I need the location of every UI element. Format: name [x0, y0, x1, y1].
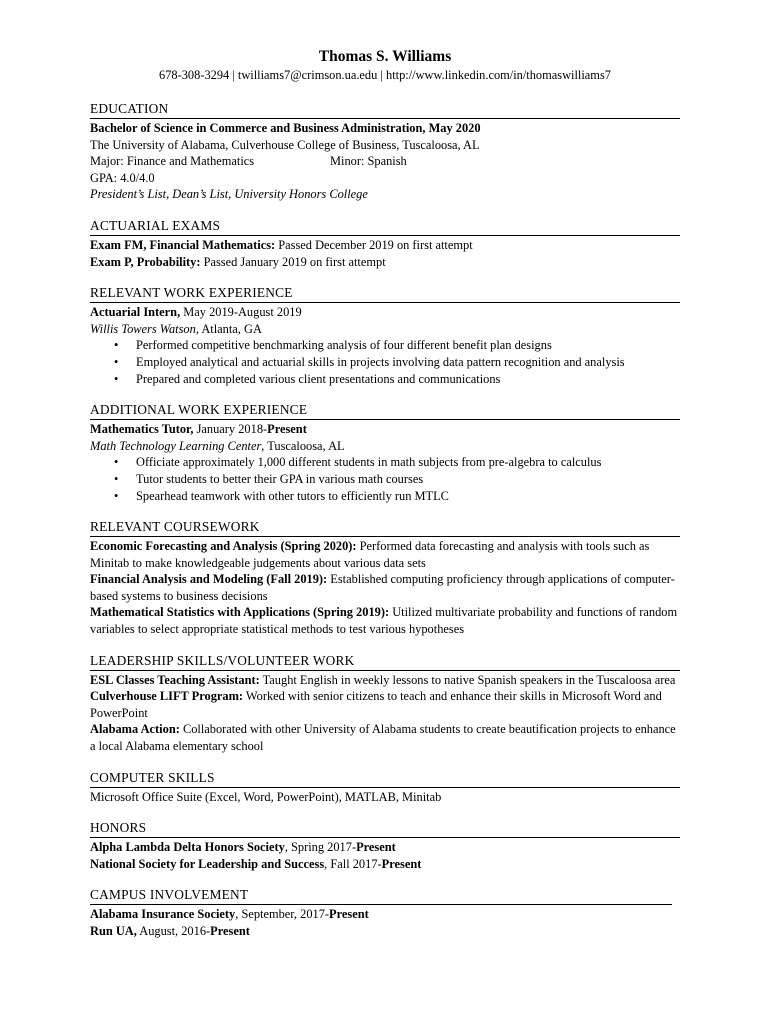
leadership-name: Alabama Action:: [90, 722, 180, 737]
leadership-name: Culverhouse LIFT Program:: [90, 689, 244, 704]
bullet-item: [114, 337, 680, 354]
honor-end: Present: [381, 856, 422, 871]
campus-end: Present: [210, 924, 250, 938]
relevant-work-section: [90, 284, 680, 387]
major-minor-row: [90, 153, 680, 170]
job-dates-end: Present: [267, 422, 307, 437]
leadership-item: [90, 721, 680, 754]
course-detail: Utilized multivariate probability and functions of random variables to select appropriate statistical methods to test various hypotheses: [90, 605, 678, 637]
course-item: [90, 571, 680, 604]
actuarial-heading: ACTUARIAL EXAMS: [90, 217, 680, 236]
job-location: Atlanta, GA: [198, 321, 262, 336]
job-location: , Tuscaloosa, AL: [261, 438, 345, 453]
bullet-icon: •: [114, 338, 119, 353]
bullet-item: [114, 354, 680, 371]
bullet-item: [114, 454, 680, 471]
course-name: Economic Forecasting and Analysis (Spring 2020):: [90, 539, 357, 554]
school: The University of Alabama, Culverhouse College of Business, Tuscaloosa, AL: [90, 137, 480, 152]
honors-section: [90, 819, 680, 872]
leadership-heading: LEADERSHIP SKILLS/VOLUNTEER WORK: [90, 652, 680, 671]
leadership-detail: Collaborated with other University of Alabama students to create beautification projects to enhance a local Alabama elementary school: [90, 722, 676, 754]
academic-honors: President’s List, Dean’s List, University Honors College: [90, 187, 368, 202]
exam-item: [90, 254, 680, 271]
bullet-text: Spearhead teamwork with other tutors to efficiently run MTLC: [136, 488, 449, 503]
job-company-line: [90, 438, 680, 455]
coursework-heading: RELEVANT COURSEWORK: [90, 518, 680, 537]
computer-skills: Microsoft Office Suite (Excel, Word, PowerPoint), MATLAB, Minitab: [90, 789, 442, 804]
job-title-line: [90, 421, 680, 438]
bullet-icon: •: [114, 354, 119, 369]
exam-item: [90, 237, 680, 254]
bullet-text: Officiate approximately 1,000 different students in math subjects from pre-algebra to calculus: [136, 455, 602, 470]
relevant-work-heading: RELEVANT WORK EXPERIENCE: [90, 284, 680, 303]
computer-heading: COMPUTER SKILLS: [90, 769, 680, 788]
additional-work-heading: ADDITIONAL WORK EXPERIENCE: [90, 401, 680, 420]
honor-detail: , Spring 2017-: [284, 840, 357, 855]
job-dates: January 2018-: [193, 422, 268, 437]
honor-item: [90, 839, 680, 856]
job-company-line: [90, 321, 680, 338]
major: Major: Finance and Mathematics: [90, 154, 255, 169]
job-company: Math Technology Learning Center: [90, 438, 262, 453]
degree: Bachelor of Science in Commerce and Business Administration, May 2020: [90, 121, 481, 135]
exam-name: Exam FM, Financial Mathematics:: [90, 237, 276, 252]
coursework-section: [90, 518, 680, 638]
bullet-icon: •: [114, 471, 119, 486]
campus-section: [90, 886, 680, 939]
leadership-item: [90, 688, 680, 721]
bullet-text: Employed analytical and actuarial skills in projects involving data pattern recognition and analysis: [136, 354, 625, 369]
bullet-text: Prepared and completed various client presentations and communications: [136, 371, 501, 386]
computer-section: [90, 769, 680, 806]
campus-heading: CAMPUS INVOLVEMENT: [90, 886, 672, 905]
additional-work-section: [90, 401, 680, 504]
honor-detail: , Fall 2017-: [324, 856, 382, 871]
course-detail: Performed data forecasting and analysis with tools such as Minitab to make knowledgeable judgements about various data sets: [90, 539, 650, 570]
honor-name: Alpha Lambda Delta Honors Society: [90, 840, 285, 855]
campus-end: Present: [329, 907, 369, 922]
bullet-icon: •: [114, 455, 119, 470]
job-dates: May 2019-August 2019: [180, 305, 302, 320]
bullet-item: [114, 371, 680, 388]
education-heading: EDUCATION: [90, 100, 680, 119]
bullet-icon: •: [114, 371, 119, 386]
honor-item: [90, 856, 680, 873]
job-bullets: [90, 337, 680, 387]
resume-name: Thomas S. Williams: [318, 48, 452, 65]
actuarial-section: [90, 217, 680, 270]
course-name: Financial Analysis and Modeling (Fall 2019):: [90, 572, 328, 587]
course-item: [90, 604, 680, 637]
exam-detail: Passed January 2019 on first attempt: [200, 254, 386, 269]
leadership-section: [90, 652, 680, 755]
bullet-item: [114, 488, 680, 505]
bullet-text: Performed competitive benchmarking analysis of four different benefit plan designs: [136, 338, 552, 353]
job-role: Actuarial Intern,: [90, 305, 181, 320]
course-name: Mathematical Statistics with Applications (Spring 2019):: [90, 605, 390, 620]
bullet-text: Tutor students to better their GPA in various math courses: [136, 471, 424, 486]
education-section: [90, 100, 680, 203]
resume-page: [90, 47, 680, 940]
campus-item: [90, 923, 680, 940]
minor: Minor: Spanish: [330, 154, 407, 169]
campus-item: [90, 906, 680, 923]
campus-detail: , September, 2017-: [235, 907, 330, 922]
course-detail: Established computing proficiency through applications of computer-based systems to business decisions: [90, 572, 675, 603]
bullet-icon: •: [114, 488, 119, 503]
honor-end: Present: [356, 840, 396, 855]
job-title-line: [90, 304, 680, 321]
exam-detail: Passed December 2019 on first attempt: [275, 237, 473, 252]
exam-name: Exam P, Probability:: [90, 254, 201, 269]
bullet-item: [114, 471, 680, 488]
leadership-detail: Worked with senior citizens to teach and enhance their skills in Microsoft Word and PowerPoint: [90, 689, 662, 720]
course-item: [90, 538, 680, 571]
leadership-item: [90, 672, 680, 689]
job-company: Willis Towers Watson,: [90, 321, 199, 336]
job-bullets: [90, 454, 680, 504]
campus-name: Alabama Insurance Society: [90, 907, 236, 922]
campus-name: Run UA,: [90, 924, 137, 938]
contact-line: 678-308-3294 | twilliams7@crimson.ua.edu | http://www.linkedin.com/in/thomaswilliams7: [159, 68, 611, 82]
campus-detail: August, 2016-: [136, 924, 211, 938]
leadership-name: ESL Classes Teaching Assistant:: [90, 672, 260, 687]
honors-heading: HONORS: [90, 819, 680, 838]
gpa: GPA: 4.0/4.0: [90, 170, 155, 185]
job-role: Mathematics Tutor,: [90, 422, 194, 437]
honor-name: National Society for Leadership and Success: [90, 856, 325, 871]
leadership-detail: Taught English in weekly lessons to native Spanish speakers in the Tuscaloosa area: [259, 672, 676, 687]
